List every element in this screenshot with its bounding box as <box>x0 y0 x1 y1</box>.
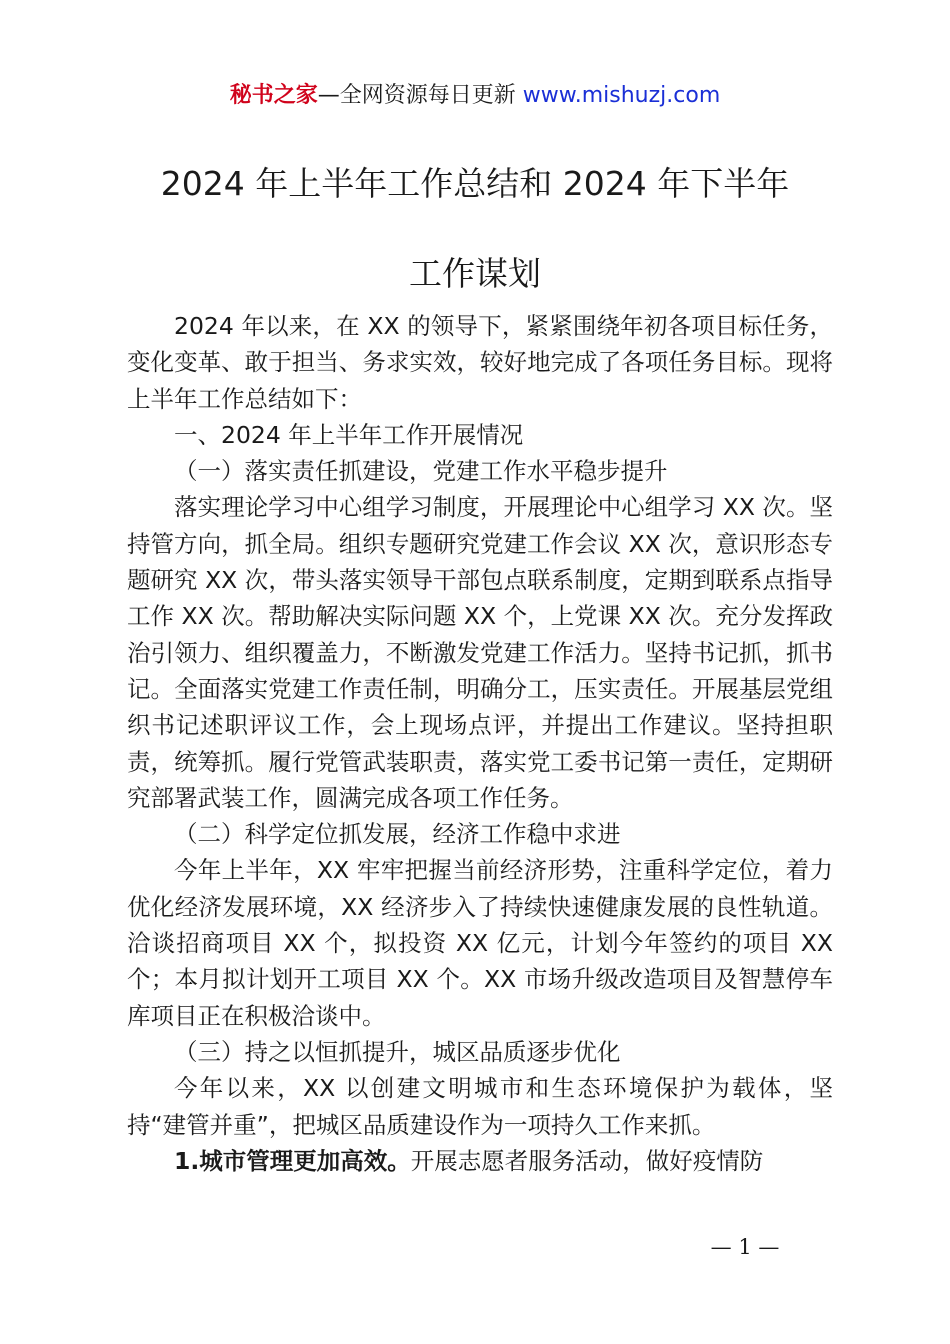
section-heading: 一、2024 年上半年工作开展情况 <box>174 420 524 449</box>
subsection-heading: （二）科学定位抓发展，经济工作稳中求进 <box>174 820 621 849</box>
site-url-link[interactable]: www.mishuzj.com <box>522 83 721 108</box>
body-paragraph <box>127 1143 833 1179</box>
document-title-line-2: 工作谋划 <box>409 254 541 293</box>
bold-lead-in: 1.城市管理更加高效。 <box>174 1146 411 1175</box>
site-banner <box>0 80 950 112</box>
body-paragraph: 今年以来，XX 以创建文明城市和生态环境保护为载体，坚持“建管并重”，把城区品质建设作为一项持久工作来抓。 <box>127 1074 833 1139</box>
document-title-line-1: 2024 年上半年工作总结和 2024 年下半年 <box>160 164 790 203</box>
intro-paragraph: 2024 年以来，在 XX 的领导下，紧紧围绕年初各项目标任务，变化变革、敢于担当、务求实效，较好地完成了各项任务目标。现将上半年工作总结如下： <box>127 312 833 413</box>
paragraph-text: 开展志愿者服务活动，做好疫情防 <box>410 1146 764 1175</box>
banner-tagline: —全网资源每日更新 <box>317 83 523 108</box>
brand-name: 秘书之家 <box>229 83 318 108</box>
subsection-heading: （一）落实责任抓建设，党建工作水平稳步提升 <box>174 457 668 486</box>
subsection-heading: （三）持之以恒抓提升，城区品质逐步优化 <box>174 1037 621 1066</box>
body-paragraph: 落实理论学习中心组学习制度，开展理论中心组学习 XX 次。坚持管方向，抓全局。组织专题研究党建工作会议 XX 次，意识形态专题研究 XX 次，带头落实领导干部包点联系制度，定期到联系点指导工作 XX 次。帮助解决实际问题 XX 个，上党课 XX 次。充分发挥政治引领力、组织覆盖力，不断激发党建工作活力。坚持书记抓，抓书记。全面落实党建工作责任制，明确分工，压实责任。开展基层党组织书记述职评议工作，会上现场点评，并提出工作建议。坚持担职责，统筹抓。履行党管武装职责，落实党工委书记第一责任，定期研究部署武装工作，圆满完成各项工作任务。 <box>127 493 833 812</box>
page-number: — 1 — <box>710 1235 780 1259</box>
document-body <box>127 308 833 1179</box>
body-paragraph: 今年上半年，XX 牢牢把握当前经济形势，注重科学定位，着力优化经济发展环境，XX 经济步入了持续快速健康发展的良性轨道。洽谈招商项目 XX 个，拟投资 XX 亿元，计划今年签约的项目 XX 个；本月拟计划开工项目 XX 个。XX 市场升级改造项目及智慧停车库项目正在积极洽谈中。 <box>127 856 833 1030</box>
